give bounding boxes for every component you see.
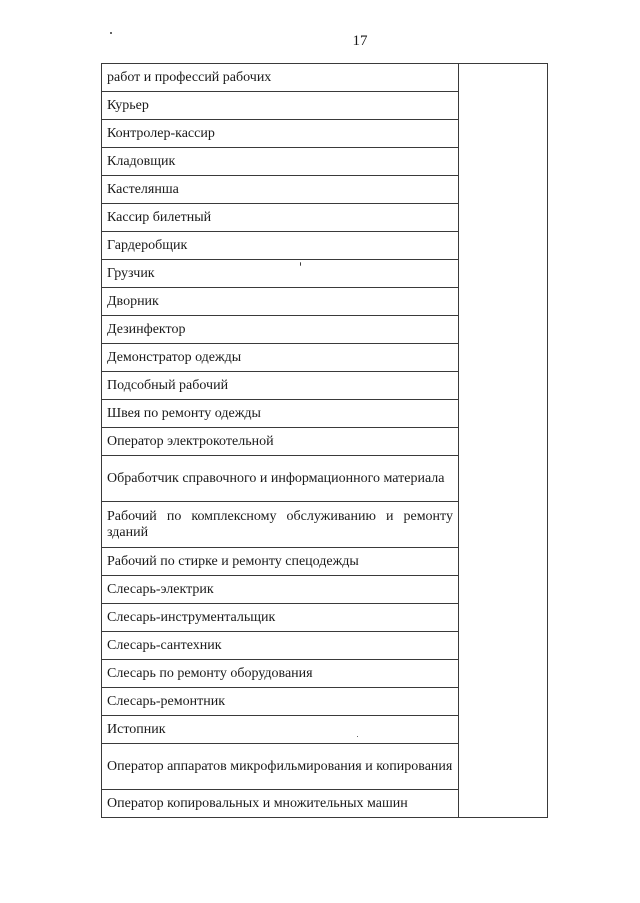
profession-cell: Рабочий по стирке и ремонту спецодежды [102, 548, 459, 576]
profession-cell: Швея по ремонту одежды [102, 400, 459, 428]
profession-cell: Истопник [102, 716, 459, 744]
profession-cell: Оператор аппаратов микрофильмирования и копирования [102, 744, 459, 790]
profession-cell: Слесарь-сантехник [102, 632, 459, 660]
profession-cell: Дворник [102, 288, 459, 316]
scan-speck [110, 32, 112, 34]
profession-cell: Обработчик справочного и информационного материала [102, 456, 459, 502]
profession-cell: работ и профессий рабочих [102, 64, 459, 92]
profession-cell: Гардеробщик [102, 232, 459, 260]
profession-cell: Кастелянша [102, 176, 459, 204]
profession-cell: Кассир билетный [102, 204, 459, 232]
profession-cell: Слесарь-инструментальщик [102, 604, 459, 632]
page-number: 17 [352, 33, 368, 49]
profession-cell: Слесарь-ремонтник [102, 688, 459, 716]
profession-cell: Оператор копировальных и множительных машин [102, 790, 459, 818]
profession-cell: Дезинфектор [102, 316, 459, 344]
profession-cell: Контролер-кассир [102, 120, 459, 148]
empty-column-cell [459, 64, 548, 818]
table-row [102, 64, 548, 92]
profession-cell: Рабочий по комплексному обслуживанию и ремонту зданий [102, 502, 459, 548]
profession-cell: Курьер [102, 92, 459, 120]
professions-table [101, 63, 548, 818]
profession-cell: Подсобный рабочий [102, 372, 459, 400]
profession-cell: Грузчик [102, 260, 459, 288]
profession-cell: Слесарь-электрик [102, 576, 459, 604]
profession-cell: Кладовщик [102, 148, 459, 176]
profession-cell: Оператор электрокотельной [102, 428, 459, 456]
profession-cell: Демонстратор одежды [102, 344, 459, 372]
profession-cell: Слесарь по ремонту оборудования [102, 660, 459, 688]
